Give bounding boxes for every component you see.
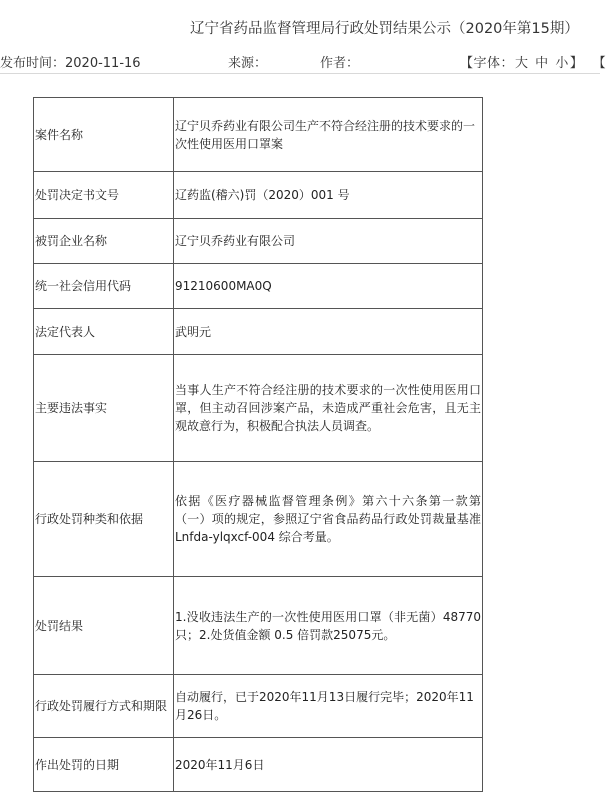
font-small-link[interactable]: 小 xyxy=(555,56,569,71)
row-label: 行政处罚种类和依据 xyxy=(34,462,174,577)
table-row xyxy=(34,675,483,738)
source-label: 来源： xyxy=(228,56,268,71)
row-label: 主要违法事实 xyxy=(34,355,174,462)
header-divider xyxy=(0,73,600,74)
font-size-label: 【字体： xyxy=(460,56,515,71)
row-label: 处罚结果 xyxy=(34,577,174,675)
row-value: 辽宁贝乔药业有限公司生产不符合经注册的技术要求的一次性使用医用口罩案 xyxy=(174,98,483,172)
table-row xyxy=(34,219,483,264)
table-row xyxy=(34,577,483,675)
row-value: 2020年11月6日 xyxy=(174,738,483,792)
table-row xyxy=(34,98,483,172)
table-row xyxy=(34,355,483,462)
row-value: 当事人生产不符合经注册的技术要求的一次性使用医用口罩，但主动召回涉案产品，未造成严重社会危害，且无主观故意行为，积极配合执法人员调查。 xyxy=(174,355,483,462)
row-label: 被罚企业名称 xyxy=(34,219,174,264)
row-value: 依据《医疗器械监督管理条例》第六十六条第一款第（一）项的规定，参照辽宁省食品药品行政处罚裁量基准 Lnfda-ylqxcf-004 综合考量。 xyxy=(174,462,483,577)
row-label: 作出处罚的日期 xyxy=(34,738,174,792)
font-size-control xyxy=(460,52,606,71)
font-size-trailing: 【 xyxy=(592,56,606,71)
table-row xyxy=(34,738,483,792)
row-label: 处罚决定书文号 xyxy=(34,172,174,219)
row-value: 辽药监(稽六)罚（2020）001 号 xyxy=(174,172,483,219)
row-label: 案件名称 xyxy=(34,98,174,172)
table-row xyxy=(34,309,483,355)
row-label: 统一社会信用代码 xyxy=(34,264,174,309)
font-large-link[interactable]: 大 xyxy=(515,56,529,71)
row-value: 1.没收违法生产的一次性使用医用口罩（非无菌）48770 只；2.处货值金额 0.5 倍罚款25075元。 xyxy=(174,577,483,675)
page-title: 辽宁省药品监督管理局行政处罚结果公示（2020年第15期） xyxy=(190,21,579,37)
row-value: 辽宁贝乔药业有限公司 xyxy=(174,219,483,264)
row-label: 法定代表人 xyxy=(34,309,174,355)
row-value: 武明元 xyxy=(174,309,483,355)
publish-date-value: 2020-11-16 xyxy=(65,56,141,71)
article-meta xyxy=(0,52,606,72)
table-row xyxy=(34,172,483,219)
case-table xyxy=(33,97,483,792)
row-value: 91210600MA0Q xyxy=(174,264,483,309)
publish-label: 发布时间： xyxy=(0,56,66,71)
table-row xyxy=(34,462,483,577)
row-value: 自动履行，已于2020年11月13日履行完毕；2020年11月26日。 xyxy=(174,675,483,738)
table-row xyxy=(34,264,483,309)
publish-date xyxy=(0,52,141,71)
author-label: 作者： xyxy=(320,56,360,71)
row-label: 行政处罚履行方式和期限 xyxy=(34,675,174,738)
font-medium-link[interactable]: 中 xyxy=(535,56,549,71)
font-size-close: 】 xyxy=(569,56,584,71)
